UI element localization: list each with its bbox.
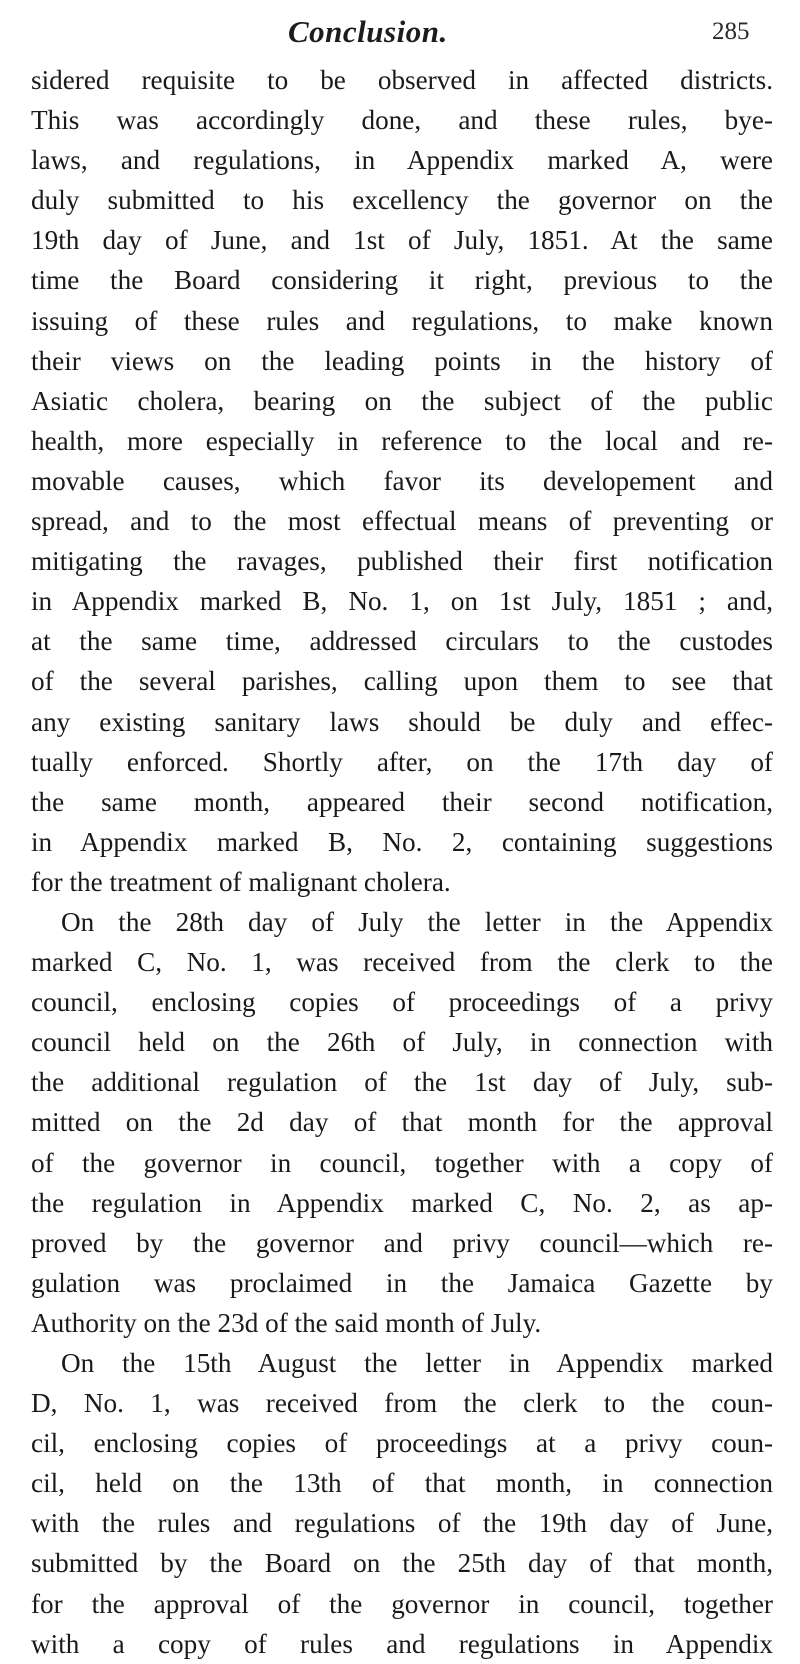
text-line: council, enclosing copies of proceedings of a privy	[31, 987, 773, 1018]
text-line: tually enforced. Shortly after, on the 17th day of	[31, 746, 773, 777]
text-line: mitted on the 2d day of that month for the approval	[31, 1107, 773, 1138]
text-line: cil, enclosing copies of proceedings at a privy coun-	[31, 1428, 773, 1459]
text-line: at the same time, addressed circulars to the custodes	[31, 626, 773, 657]
body-text	[31, 60, 773, 1664]
text-line: D, No. 1, was received from the clerk to the coun-	[31, 1388, 773, 1419]
text-line: mitigating the ravages, published their first notification	[31, 546, 773, 577]
text-line: On the 15th August the letter in Appendix marked	[61, 1348, 773, 1378]
text-line: for the approval of the governor in council, together	[31, 1588, 773, 1619]
text-line: proved by the governor and privy council—which re-	[31, 1227, 773, 1258]
text-line: the regulation in Appendix marked C, No. 2, as ap-	[31, 1187, 773, 1218]
text-line: in Appendix marked B, No. 1, on 1st July, 1851 ; and,	[31, 586, 773, 617]
text-line: submitted by the Board on the 25th day of that month,	[31, 1548, 773, 1579]
text-line: any existing sanitary laws should be duly and effec-	[31, 706, 773, 737]
running-head	[0, 12, 800, 52]
text-line: 19th day of June, and 1st of July, 1851. At the same	[31, 225, 773, 256]
text-line: On the 28th day of July the letter in the Appendix	[61, 906, 773, 937]
running-title: Conclusion.	[288, 14, 448, 49]
text-line: marked C, No. 1, was received from the clerk to the	[31, 947, 773, 978]
text-line: of the several parishes, calling upon them to see that	[31, 666, 773, 697]
text-line: sidered requisite to be observed in affected districts.	[31, 65, 773, 95]
text-line: the same month, appeared their second notification,	[31, 786, 773, 817]
text-line: Authority on the 23d of the said month of July.	[31, 1307, 542, 1338]
text-line: with a copy of rules and regulations in Appendix	[31, 1628, 773, 1659]
text-line: for the treatment of malignant cholera.	[31, 866, 451, 897]
text-line: issuing of these rules and regulations, to make known	[31, 305, 773, 336]
page-number: 285	[712, 18, 750, 45]
text-line: health, more especially in reference to the local and re-	[31, 425, 773, 456]
text-line: the additional regulation of the 1st day of July, sub-	[31, 1067, 773, 1098]
text-line: spread, and to the most effectual means of preventing or	[31, 506, 773, 537]
text-line: of the governor in council, together with a copy of	[31, 1147, 773, 1178]
text-line: duly submitted to his excellency the governor on the	[31, 185, 773, 216]
text-line: in Appendix marked B, No. 2, containing suggestions	[31, 826, 773, 857]
text-line: council held on the 26th of July, in connection with	[31, 1027, 773, 1058]
text-line: cil, held on the 13th of that month, in connection	[31, 1468, 773, 1499]
text-line: This was accordingly done, and these rules, bye-	[31, 105, 773, 136]
text-line: with the rules and regulations of the 19th day of June,	[31, 1508, 773, 1539]
text-line: Asiatic cholera, bearing on the subject of the public	[31, 385, 773, 416]
text-line: laws, and regulations, in Appendix marked A, were	[31, 145, 773, 176]
text-line: movable causes, which favor its developement and	[31, 465, 773, 496]
text-line: their views on the leading points in the history of	[31, 345, 773, 376]
text-line: gulation was proclaimed in the Jamaica Gazette by	[31, 1267, 773, 1298]
text-line: time the Board considering it right, previous to the	[31, 265, 773, 296]
